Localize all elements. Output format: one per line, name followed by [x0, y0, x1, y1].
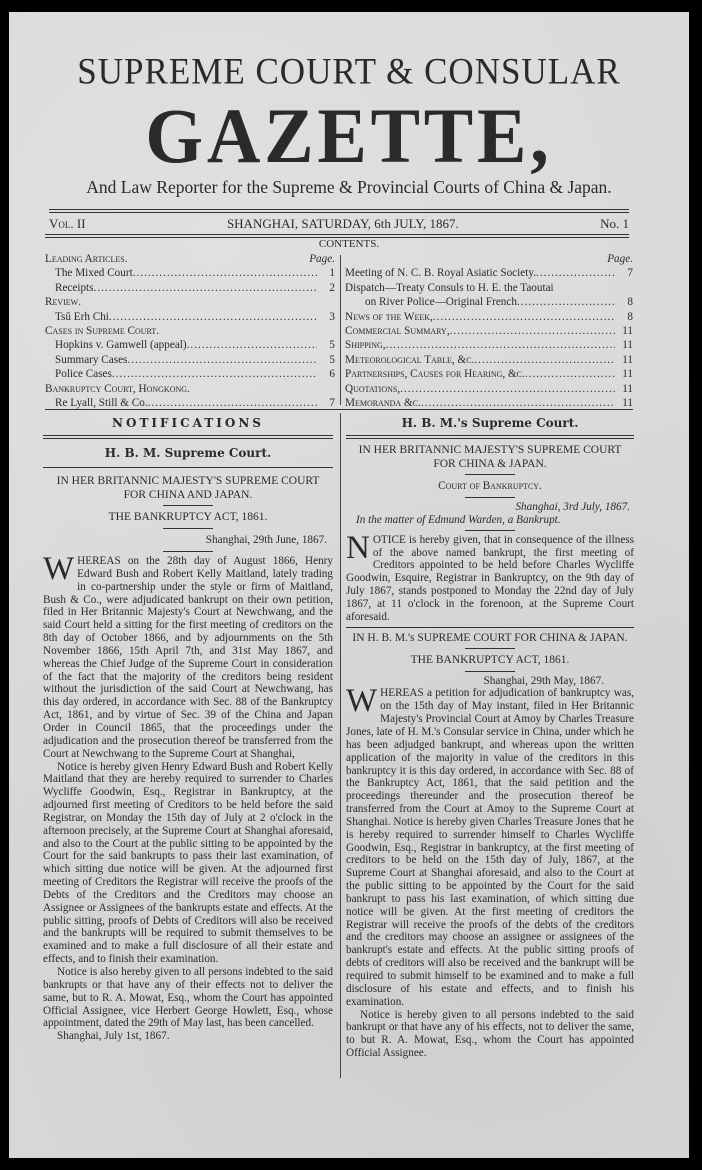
- leader-dots: [109, 310, 317, 324]
- toc-item-label: The Mixed Court: [55, 267, 133, 280]
- divider: [465, 648, 515, 649]
- paragraph: HEREAS on the 28th day of August 1866, Henry Edward Bush and Robert Kelly Maitland, lately trading in co-partnership under the style or firm of Maitland, Bush & Co., were adjudicated bankrupt on their own petition, filed in Her Britannic Majesty's Court at Newchwang, and the said Court held a sitting for the first meeting of creditors on the 8th day of October 1866, and by adjournments on the 5th November 1866, 15th April 7th, and 31st May 1867, and whereas the Chief Judge of the Supreme Court in consideration of the fact that the majority of the creditors being resident without the jurisdiction of the said Court at Newchwang, has this day ordered, in accordance with Sec. 88 of the Bankruptcy Act, 1861, and by virtue of Sec. 39 of the China and Japan Order in Council 1865, that the proceedings under the adjudication and the prosecution thereof be transferred from the Court at Newchwang to the Supreme Court at Shanghai,: [43, 555, 333, 760]
- toc-item-page: 11: [622, 397, 633, 410]
- notice-date: Shanghai, 29th May, 1867.: [483, 674, 604, 687]
- dateline-bar: [49, 215, 629, 233]
- divider: [49, 209, 629, 213]
- newspaper-page: [9, 12, 689, 1158]
- toc-item-page: 11: [622, 339, 633, 352]
- leader-dots: [517, 295, 615, 309]
- toc-item-page: 3: [329, 310, 335, 323]
- toc-item[interactable]: [45, 338, 335, 352]
- paragraph: OTICE is hereby given, that in consequence of the illness of the above named bankrupt, the first meeting of Creditors appointed to be held before Charles Wycliffe Goodwin, Esquire, Registrar in Bankruptcy, on the 9th day of July 1867, stands postponed to Monday the 22nd day of July 1867, at 11 o'clock in the forenoon, at the Supreme Court aforesaid.: [346, 533, 634, 623]
- notice-date: Shanghai, 3rd July, 1867.: [515, 501, 630, 513]
- paragraph: Notice is hereby given Henry Edward Bush and Robert Kelly Maitland that they are hereby required to surrender to Charles Wycliffe Goodwin, Esq., Registrar in Bankruptcy, at the adjourned first meeting of Creditors to be held before the said Registrar, on Monday the 15th day of July at 2 o'clock in the afternoon precisely, at the Supreme Court at Shanghai aforesaid, and also to the Court at the public sitting to be appointed by the Court for the said bankrupts to pass their last examination, of which sitting due notice will be given. At the adjourned first meeting of Creditors the Registrar will receive the proofs of the Debts of the Creditors and the Creditors may choose an Assignee or Assignees of the bankrupts estate and effects. At the public sitting, proofs of Debts of Creditors will also be received and the bankrupts will be required to submit themselves to be examined and to make a full disclosure of all their estate and effects, and to finish their examination.: [43, 760, 333, 966]
- court-title: H. B. M.'s Supreme Court.: [401, 416, 579, 430]
- dropcap: W: [43, 551, 75, 587]
- notice-heading: IN HER BRITANNIC MAJESTY'S SUPREME COURT FOR CHINA & JAPAN.: [358, 444, 622, 470]
- page-label: Page.: [607, 253, 633, 265]
- toc-item-label: Quotations,: [345, 382, 401, 395]
- leader-dots: [94, 281, 317, 295]
- masthead-title: GAZETTE,: [145, 92, 553, 179]
- toc-item-page: 8: [627, 296, 633, 309]
- toc-item[interactable]: [345, 324, 633, 338]
- toc-item[interactable]: [45, 266, 335, 280]
- toc-item-page: 11: [622, 353, 633, 366]
- toc-item[interactable]: [345, 295, 633, 309]
- toc-item-page: 11: [622, 368, 633, 381]
- toc-item-page: 11: [622, 325, 633, 338]
- toc-item[interactable]: [345, 367, 633, 381]
- divider: [346, 627, 634, 628]
- toc-item[interactable]: [345, 281, 633, 295]
- toc-item-page: 5: [329, 339, 335, 352]
- notice-heading: IN HER BRITANNIC MAJESTY'S SUPREME COURT FOR CHINA AND JAPAN.: [56, 475, 320, 501]
- right-column: [346, 413, 634, 1060]
- toc-item[interactable]: [45, 281, 335, 295]
- divider: [45, 409, 633, 410]
- left-column: [43, 413, 333, 1043]
- toc-item-label: Re Lyall, Still & Co.: [55, 397, 148, 410]
- column-divider: [340, 255, 341, 405]
- paragraph: Notice is also hereby given to all persons indebted to the said bankrupts or that have any of their effects not to deliver the same, but to R. A. Mowat, Esq., whom the Court has appointed Official Assignee, vice Herbert George Howlett, Esq., whose appointment, dated the 29th of May last, has been cancelled.: [43, 966, 333, 1030]
- issue-number: No. 1: [600, 216, 629, 231]
- leader-dots: [433, 310, 615, 324]
- toc-item[interactable]: [45, 310, 335, 324]
- toc-item[interactable]: [345, 353, 633, 367]
- leader-dots: [400, 382, 615, 396]
- dropcap: N: [346, 529, 370, 566]
- act-title: THE BANKRUPTCY ACT, 1861.: [410, 653, 570, 666]
- leader-dots: [386, 338, 615, 352]
- toc-item-page: 8: [627, 310, 633, 323]
- paragraph: HEREAS a petition for adjudication of bankruptcy was, on the 15th day of May instant, filed in Her Britannic Majesty's Provincial Court at Amoy by Charles Treasure Jones, late of H. M.'s Consular service in China, under which he has been adjudged bankrupt, and whereas upon the written application of the majority in value of the creditors in this bankruptcy it is this day ordered, in accordance with Sec. 88 of the Bankruptcy Act, 1861, that the said petition and the proceedings thereunder and the prosecution thereof be transferred from the Court at Amoy to the Supreme Court at Shanghai. Notice is hereby given Charles Treasure Jones that he is hereby required to surrender himself to Charles Wycliffe Goodwin, Esq., Registrar in bankruptcy, at the first meeting of creditors to be held on the 15th day of July, 1867, at the Supreme Court at Shanghai aforesaid, and also to the Court at the public sitting to be appointed by the Court for the said bankrupt to pass his last examination, of which sitting due notice will be given. At the first meeting of creditors the Registrar will receive the proofs of the debts of the creditors and the creditors may choose an assignee or assignees of the bankrupt's estate and effects. At the public sitting proofs of debts of creditors will also be received and the bankrupt will be required to submit himself to be examined and to make a full disclosure of his estate and effects, and to finish his examination.: [346, 687, 634, 1008]
- toc-item-label: Partnerships, Causes for Hearing, &c.: [345, 368, 525, 381]
- volume-label: Vol. II: [49, 216, 86, 231]
- toc-item-label: News of the Week,: [345, 310, 433, 323]
- toc-item-label: Shipping,: [345, 339, 386, 352]
- leader-dots: [536, 266, 615, 280]
- leader-dots: [127, 353, 317, 367]
- divider: [43, 467, 333, 468]
- notice-date: Shanghai, 29th June, 1867.: [205, 534, 327, 546]
- issue-date: SHANGHAI, SATURDAY, 6th JULY, 1867.: [226, 216, 459, 231]
- toc-item-page: 5: [329, 353, 335, 366]
- toc-item[interactable]: [345, 310, 633, 324]
- toc-item[interactable]: [45, 353, 335, 367]
- toc-item[interactable]: [345, 382, 633, 396]
- notice-heading: IN H. B. M.'s SUPREME COURT FOR CHINA & JAPAN.: [352, 631, 628, 644]
- toc-heading: Leading Articles.: [45, 253, 128, 265]
- divider: [465, 530, 515, 531]
- toc-item-page: 11: [622, 382, 633, 395]
- toc-item-label: Meteorological Table, &c.: [345, 353, 475, 366]
- toc-item-label: Hopkins v. Gamwell (appeal): [55, 339, 187, 352]
- page-label: Page.: [309, 253, 335, 265]
- toc-item-label: Summary Cases: [55, 353, 128, 366]
- toc-item-label: Police Cases: [55, 368, 112, 381]
- toc-item[interactable]: [345, 266, 633, 280]
- contents-right: [345, 252, 633, 410]
- divider: [465, 497, 515, 498]
- masthead-line1: SUPREME COURT & CONSULAR: [77, 51, 621, 92]
- toc-heading: Cases in Supreme Court.: [45, 325, 160, 338]
- divider: [346, 435, 634, 439]
- leader-dots: [450, 324, 615, 338]
- court-title: H. B. M. Supreme Court.: [104, 446, 272, 460]
- leader-dots: [474, 353, 615, 367]
- toc-heading: Review.: [45, 296, 82, 309]
- sub-heading: Court of Bankruptcy.: [438, 480, 542, 492]
- toc-item-page: 7: [627, 267, 633, 280]
- toc-item-label: Dispatch—Treaty Consuls to H. E. the Taoutai: [345, 281, 554, 294]
- divider: [163, 505, 213, 506]
- toc-item-label: Meeting of N. C. B. Royal Asiatic Society.: [345, 267, 536, 280]
- toc-item[interactable]: [45, 367, 335, 381]
- toc-heading: Bankruptcy Court, Hongkong.: [45, 382, 190, 395]
- dropcap: W: [346, 683, 378, 720]
- signoff: Shanghai, July 1st, 1867.: [57, 1030, 170, 1043]
- divider: [465, 474, 515, 475]
- act-title: THE BANKRUPTCY ACT, 1861.: [108, 511, 268, 523]
- toc-item-label: Receipts: [55, 281, 94, 294]
- masthead-subtitle: And Law Reporter for the Supreme & Provincial Courts of China & Japan.: [86, 177, 612, 197]
- divider: [163, 528, 213, 529]
- matter-line: In the matter of Edmund Warden, a Bankrupt.: [356, 513, 561, 526]
- toc-item-page: 7: [329, 397, 335, 410]
- paragraph: Notice is hereby given to all persons indebted to the said bankrupt or that have any of his effects, not to deliver the same, to but R. A. Mowat, Esq., whom the Court has appointed Official Assignee.: [346, 1008, 634, 1060]
- toc-item[interactable]: [345, 338, 633, 352]
- leader-dots: [187, 338, 317, 352]
- leader-dots: [525, 367, 615, 381]
- column-divider: [340, 413, 341, 1078]
- toc-item-page: 2: [329, 281, 335, 294]
- leader-dots: [112, 367, 317, 381]
- toc-item-label: Tsŭ Erh Chi: [55, 310, 109, 323]
- toc-item-label: on River Police—Original French: [365, 296, 517, 309]
- toc-item-page: 1: [329, 267, 335, 280]
- leader-dots: [133, 266, 317, 280]
- toc-item-label: Memoranda &c.: [345, 397, 421, 410]
- toc-item-page: 6: [329, 368, 335, 381]
- section-title: NOTIFICATIONS: [112, 416, 264, 430]
- contents-title: CONTENTS.: [318, 238, 380, 250]
- toc-item-label: Commercial Summary,: [345, 325, 450, 338]
- divider: [465, 671, 515, 672]
- contents-left: [45, 252, 335, 410]
- divider: [163, 551, 213, 552]
- divider: [43, 435, 333, 439]
